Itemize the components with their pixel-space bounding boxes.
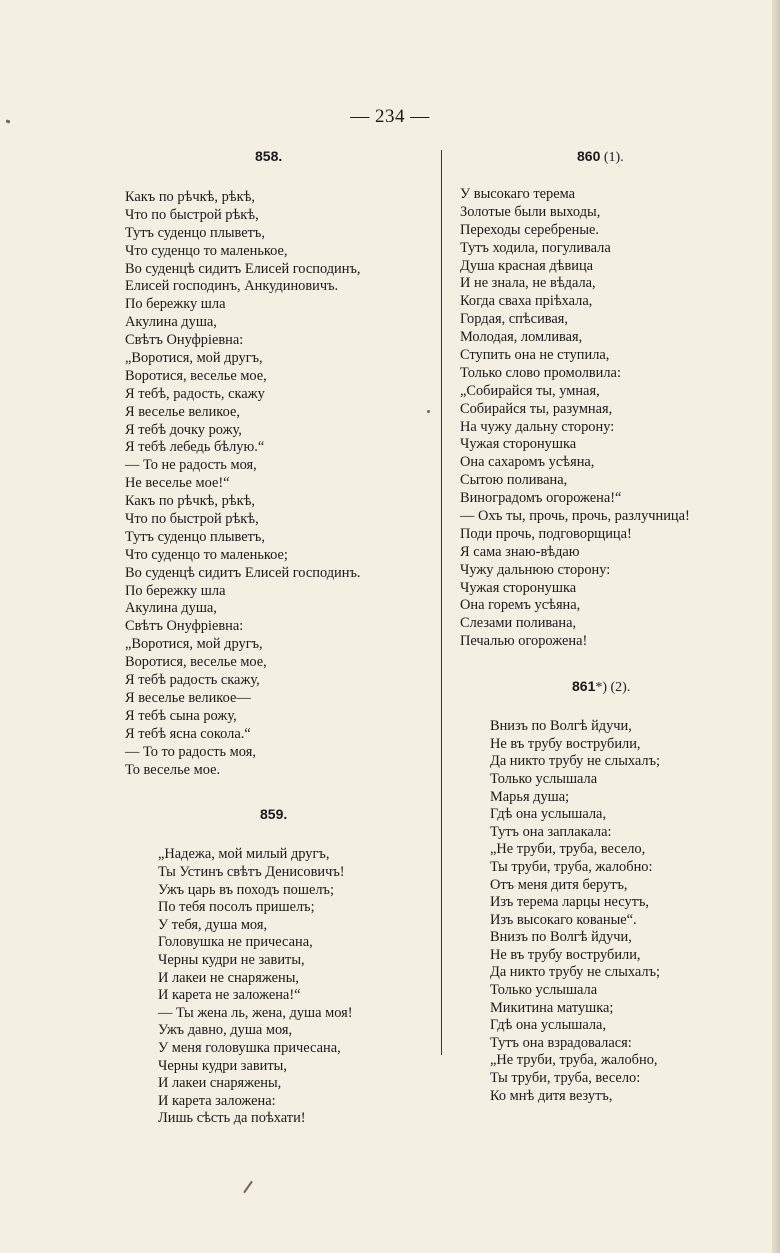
poem-line: — То не радость моя, (125, 457, 257, 474)
poem-line: Только услышала (490, 982, 598, 999)
poem-line: Не веселье мое!“ (125, 475, 230, 492)
poem-line: Она горемъ усѣяна, (460, 597, 581, 614)
poem-859-number: 859. (260, 806, 288, 823)
left-column (125, 148, 425, 1128)
poem-line: Тутъ она заплакала: (490, 823, 612, 840)
poem-line: И лакеи не снаряжены, (158, 969, 299, 986)
poem-860 (460, 186, 760, 651)
poem-line: У тебя, душа моя, (158, 916, 268, 933)
poem-line: Ты Устинъ свѣтъ Денисовичъ! (158, 863, 345, 880)
poem-line: Акулина душа, (125, 600, 217, 617)
poem-line: Слезами поливана, (460, 615, 577, 632)
poem-line: По бережку шла (125, 582, 226, 599)
poem-line: Не въ трубу вострубили, (490, 735, 641, 752)
column-divider (441, 150, 442, 1055)
poem-line: Микитина матушка; (490, 999, 614, 1016)
poem-line: Я тебѣ дочку рожу, (125, 421, 242, 438)
page-edge (772, 0, 780, 1253)
poem-line: Ужъ царь въ походъ пошелъ; (158, 881, 334, 898)
poem-line: Я тебѣ сына рожу, (125, 707, 237, 724)
poem-line: Тутъ суденцо плыветъ, (125, 528, 265, 545)
poem-line: „Не труби, труба, жалобно, (490, 1052, 658, 1069)
poem-line: Золотые были выходы, (460, 203, 601, 220)
poem-line: Какъ по рѣчкѣ, рѣкѣ, (125, 493, 255, 510)
poem-line: Чужу дальнюю сторону: (460, 561, 611, 578)
poem-line: Молодая, ломливая, (460, 329, 583, 346)
poem-859 (158, 846, 425, 1128)
poem-line: Изъ терема ларцы несутъ, (490, 894, 650, 911)
poem-line: На чужу дальну сторону: (460, 418, 615, 435)
poem-line: Во суденцѣ сидитъ Елисей господинъ, (125, 260, 361, 277)
poem-line: Какъ по рѣчкѣ, рѣкѣ, (125, 189, 255, 205)
poem-860-number (577, 148, 760, 166)
poem-line: И карета заложена: (158, 1092, 276, 1109)
poem-line: Переходы серебреные. (460, 221, 599, 238)
poem-line: Душа красная дѣвица (460, 257, 594, 274)
poem-line: Свѣтъ Онуфріевна: (125, 618, 244, 635)
poem-858-number: 858. (255, 148, 283, 164)
poem-line: Головушка не причесана, (158, 934, 313, 951)
poem-line: „Собирайся ты, умная, (460, 382, 600, 399)
poem-line: „Не труби, труба, весело, (490, 841, 646, 858)
poem-line: Я тебѣ радость скажу, (125, 672, 260, 689)
poem-line: Ступить она не ступила, (460, 347, 610, 364)
poem-line: — Охъ ты, прочь, прочь, разлучница! (460, 508, 690, 525)
poem-line: Акулина душа, (125, 314, 217, 331)
poem-line: По бережку шла (125, 296, 226, 313)
poem-line: Внизъ по Волгѣ йдучи, (490, 718, 632, 735)
poem-line: Черны кудри не завиты, (158, 951, 305, 968)
poem-line: Что суденцо то маленькое; (125, 546, 288, 563)
poem-line: Гордая, спѣсивая, (460, 311, 568, 328)
poem-line: Виноградомъ огорожена!“ (460, 490, 622, 507)
poem-line: То веселье мое. (125, 761, 221, 778)
poem-line: — То то радость моя, (125, 743, 256, 760)
poem-line: Елисей господинъ, Анкудиновичъ. (125, 278, 339, 295)
poem-860-number-suffix: (1). (600, 150, 624, 165)
poem-line: Я веселье великое, (125, 403, 240, 420)
poem-line: Внизъ по Волгѣ йдучи, (490, 929, 632, 946)
poem-line: Черны кудри завиты, (158, 1057, 287, 1074)
poem-line: У высокаго терема (460, 186, 575, 202)
poem-861 (490, 718, 760, 1105)
poem-861-number-digits: 861 (572, 678, 596, 695)
poem-860-number-digits: 860 (577, 148, 601, 164)
poem-line: Ко мнѣ дитя везутъ, (490, 1087, 613, 1104)
poem-line: Изъ высокаго кованые“. (490, 911, 637, 928)
poem-line: Когда сваха пріѣхала, (460, 293, 593, 310)
poem-line: Тутъ ходила, погуливала (460, 239, 611, 256)
poem-line: Ты труби, труба, жалобно: (490, 858, 653, 875)
poem-line: „Надежа, мой милый другъ, (158, 846, 330, 863)
poem-line: „Воротися, мой другъ, (125, 636, 263, 653)
poem-line: По тебя посолъ пришелъ; (158, 899, 315, 916)
poem-line: Я тебѣ ясна сокола.“ (125, 725, 251, 742)
poem-line: Лишь сѣсть да поѣхати! (158, 1110, 306, 1127)
poem-line: Я сама знаю-вѣдаю (460, 543, 580, 560)
pencil-mark (243, 1181, 253, 1194)
poem-line: „Воротися, мой другъ, (125, 350, 263, 367)
poem-line: Что суденцо то маленькое, (125, 242, 288, 259)
poem-line: Собирайся ты, разумная, (460, 400, 613, 417)
poem-line: Она сахаромъ усѣяна, (460, 454, 595, 471)
poem-line: Чужая сторонушка (460, 436, 577, 453)
poem-line: Сытою поливана, (460, 472, 568, 489)
poem-line: Печалью огорожена! (460, 633, 588, 650)
poem-line: Я тебѣ, радость, скажу (125, 385, 265, 402)
poem-line: Марья душа; (490, 788, 570, 805)
ink-speck (427, 410, 430, 413)
poem-line: Во суденцѣ сидитъ Елисей господинъ. (125, 564, 361, 581)
poem-line: Что по быстрой рѣкѣ, (125, 206, 259, 223)
poem-line: Только услышала (490, 770, 598, 787)
poem-line: Тутъ она взрадовалася: (490, 1034, 632, 1051)
poem-line: Гдѣ она услышала, (490, 806, 607, 823)
poem-line: Свѣтъ Онуфріевна: (125, 332, 244, 349)
poem-line: Я тебѣ лебедь бѣлую.“ (125, 439, 265, 456)
poem-line: Поди прочь, подговорщица! (460, 525, 632, 542)
poem-line: Ты труби, труба, весело: (490, 1070, 641, 1087)
poem-line: Тутъ суденцо плыветъ, (125, 224, 265, 241)
poem-861-number (572, 678, 760, 696)
poem-861-number-suffix: *) (2). (595, 680, 631, 696)
poem-line: И не знала, не вѣдала, (460, 275, 596, 292)
poem-line: У меня головушка причесана, (158, 1039, 341, 1056)
page-header: — 234 — (350, 106, 430, 127)
poem-line: Воротися, веселье мое, (125, 367, 267, 384)
right-column (460, 148, 760, 1105)
poem-line: И карета не заложена!“ (158, 987, 301, 1004)
poem-line: Отъ меня дитя берутъ, (490, 876, 628, 893)
poem-line: Воротися, веселье мое, (125, 654, 267, 671)
poem-line: — Ты жена ль, жена, душа моя! (158, 1004, 353, 1021)
poem-line: И лакеи снаряжены, (158, 1075, 282, 1092)
poem-line: Не въ трубу вострубили, (490, 946, 641, 963)
poem-line: Ужъ давно, душа моя, (158, 1022, 293, 1039)
poem-line: Гдѣ она услышала, (490, 1017, 607, 1034)
poem-line: Чужая сторонушка (460, 579, 577, 596)
poem-line: Да никто трубу не слыхалъ; (490, 753, 661, 770)
poem-line: Что по быстрой рѣкѣ, (125, 511, 259, 528)
poem-line: Да никто трубу не слыхалъ; (490, 964, 661, 981)
poem-858 (125, 189, 425, 779)
poem-line: Только слово промолвила: (460, 364, 621, 381)
poem-line: Я веселье великое— (125, 689, 251, 706)
